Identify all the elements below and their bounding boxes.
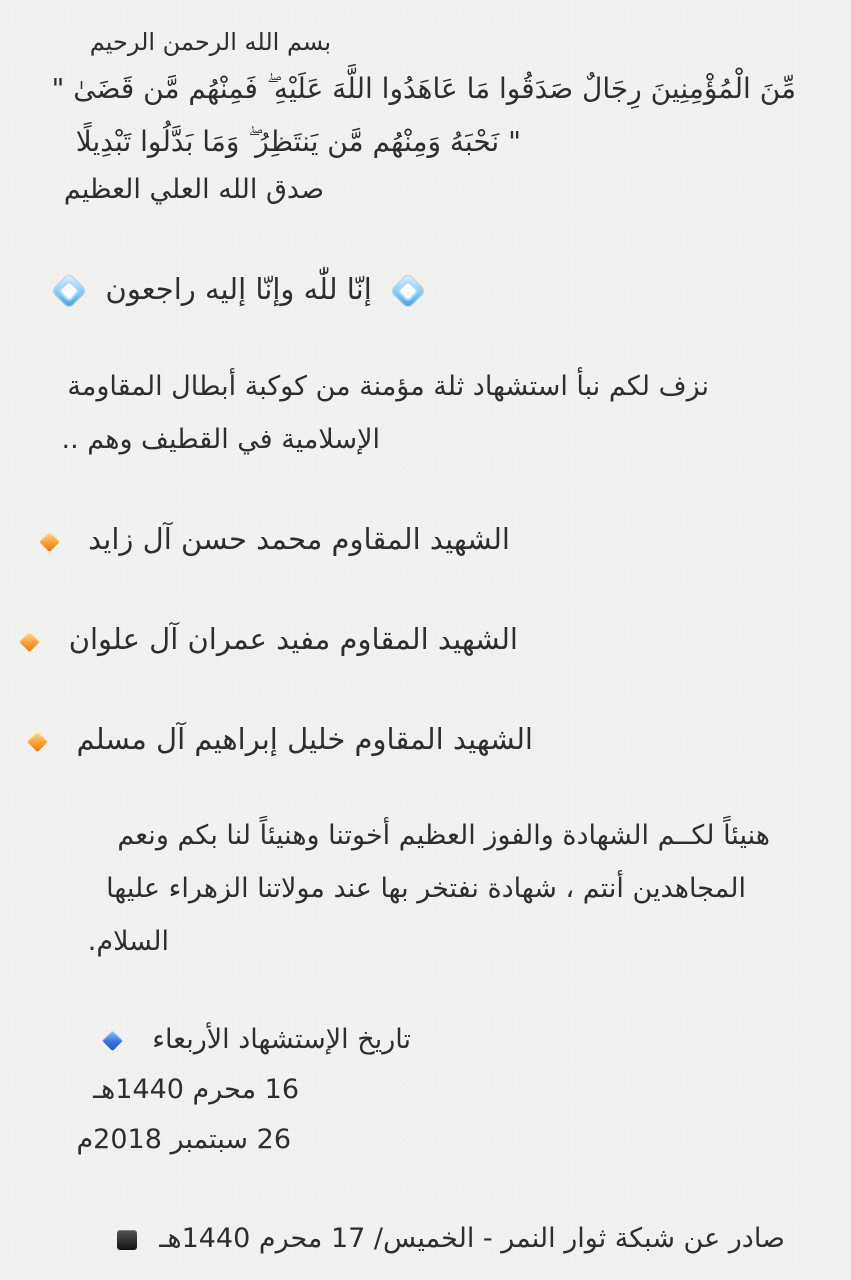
congrats-line-1: هنيئاً لكــم الشهادة والفوز العظيم أخوتنا وهنيئاً لنا بكم ونعم [117, 820, 770, 851]
martyr-name: الشهيد المقاوم محمد حسن آل زايد [88, 522, 510, 556]
congrats-line-2: المجاهدين أنتم ، شهادة نفتخر بها عند مولاتنا الزهراء عليها [106, 873, 746, 904]
date-label-text: تاريخ الإستشهاد الأربعاء [152, 1024, 411, 1055]
blue-diamond-with-dot-icon [52, 274, 86, 308]
martyr-name: الشهيد المقاوم مفيد عمران آل علوان [68, 622, 518, 656]
date-hijri: 16 محرم 1440هـ [93, 1074, 299, 1105]
intro-line-2: الإسلامية في القطيف وهم .. [61, 424, 380, 455]
verse-line-1: مِّنَ الْمُؤْمِنِينَ رِجَالٌ صَدَقُوا مَا عَاهَدُوا اللَّهَ عَلَيْهِ ۖ فَمِنْهُم مَّن قَضَىٰ " [51, 72, 796, 105]
blue-diamond-with-dot-icon [391, 274, 425, 308]
footer-text: صادر عن شبكة ثوار النمر - الخميس/ 17 محرم 1440هـ [159, 1223, 785, 1254]
basmala: بسم الله الرحمن الرحيم [89, 28, 331, 56]
orange-diamond-icon [27, 730, 48, 751]
intro-line-1: نزف لكم نبأ استشهاد ثلة مؤمنة من كوكبة أبطال المقاومة [67, 371, 709, 402]
footer-source [117, 1223, 785, 1254]
condolence-text: إنّا للّٰه وإنّا إليه راجعون [105, 272, 372, 306]
date-gregorian: 26 سبتمبر 2018م [76, 1124, 291, 1155]
condolence-line [52, 272, 425, 308]
verse-line-2: " نَحْبَهُ وَمِنْهُم مَّن يَنتَظِرُ ۖ وَمَا بَدَّلُوا تَبْدِيلًا [75, 125, 521, 158]
black-square-icon [117, 1230, 137, 1250]
closing-phrase: صدق الله العلي العظيم [63, 174, 324, 205]
martyr-name: الشهيد المقاوم خليل إبراهيم آل مسلم [76, 722, 533, 756]
martyr-item-2 [22, 622, 518, 656]
martyr-item-3 [30, 722, 533, 756]
martyrdom-date-label [105, 1024, 411, 1055]
martyr-item-1 [42, 522, 510, 556]
orange-diamond-icon [19, 630, 40, 651]
congrats-line-3: السلام. [87, 926, 169, 957]
blue-diamond-icon [102, 1030, 123, 1051]
orange-diamond-icon [39, 530, 60, 551]
